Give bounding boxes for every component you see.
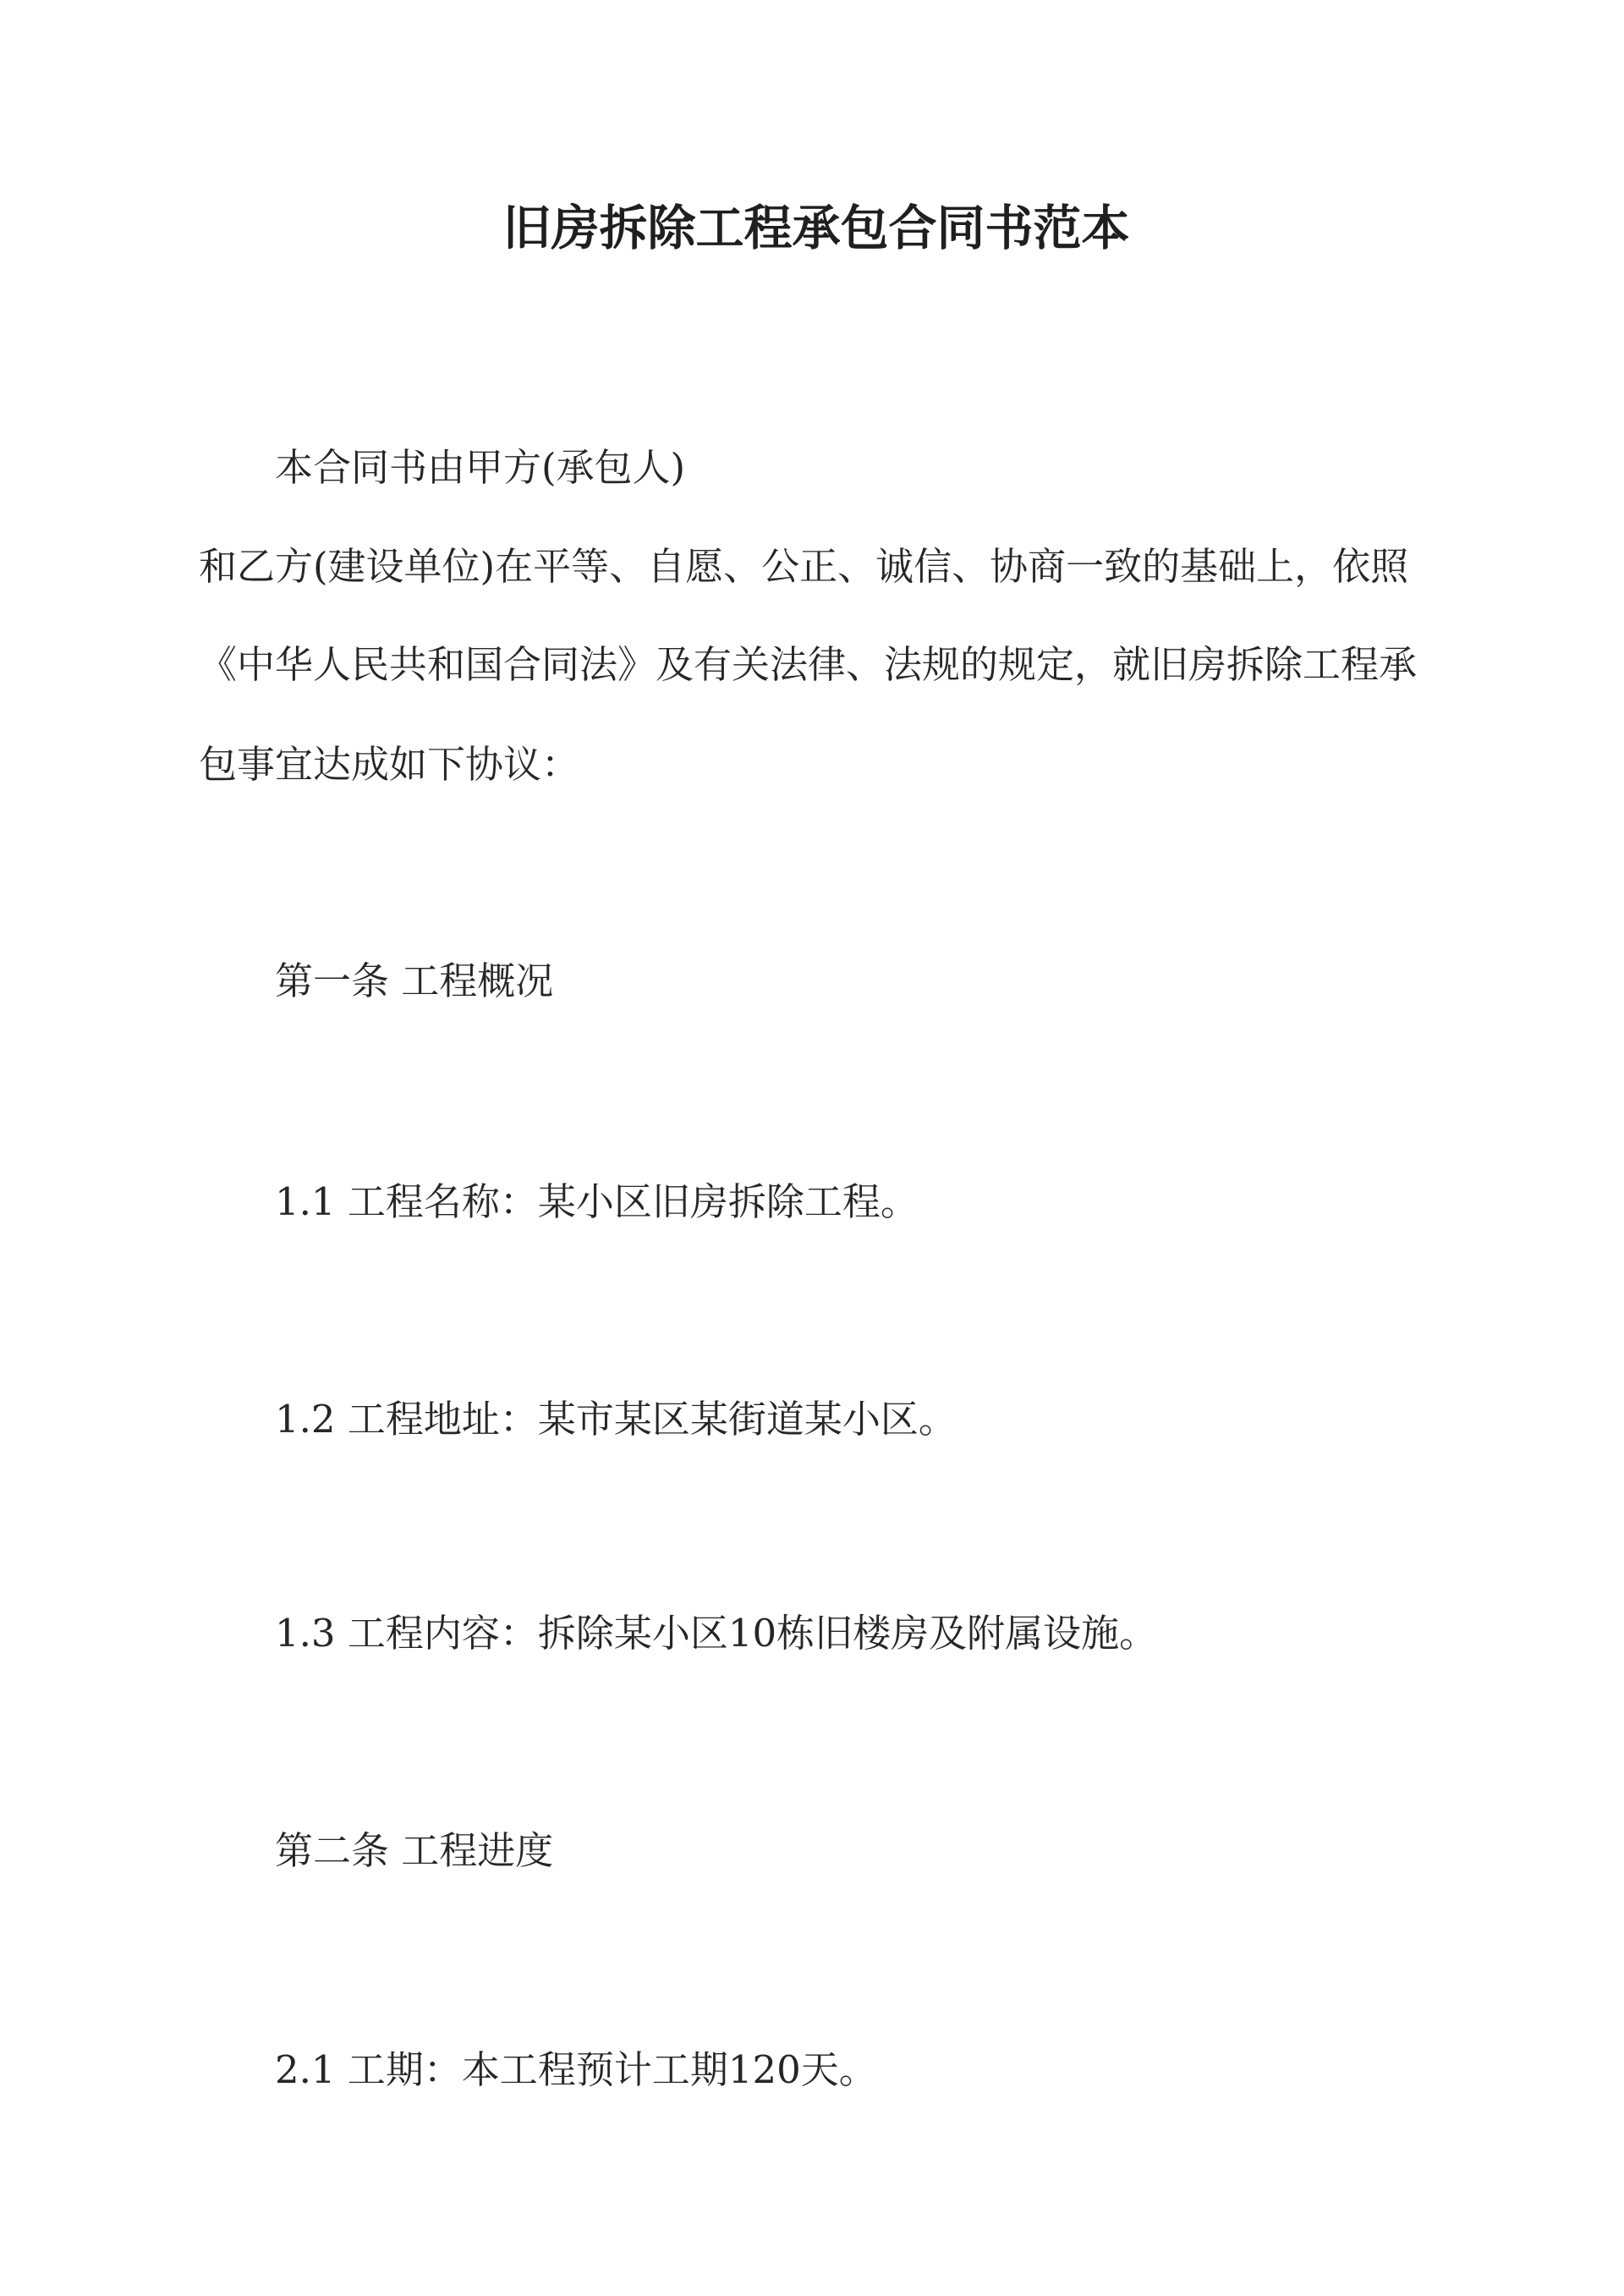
document-title: 旧房拆除工程承包合同书范本 (502, 200, 1130, 256)
article-1-item: 1.1 工程名称：某小区旧房拆除工程。 (275, 1179, 919, 1224)
preamble-line: 和乙方(建设单位)在平等、自愿、公正、诚信、协商一致的基础上，依照 (199, 544, 1409, 589)
preamble-line: 《中华人民共和国合同法》及有关法律、法规的规定，就旧房拆除工程承 (199, 642, 1418, 687)
article-2-heading: 第二条 工程进度 (275, 1828, 554, 1873)
article-2-item: 2.1 工期：本工程预计工期120天。 (275, 2047, 877, 2092)
preamble-line: 包事宜达成如下协议： (199, 742, 580, 787)
article-1-item: 1.2 工程地址：某市某区某街道某小区。 (275, 1397, 957, 1442)
preamble-line: 本合同书由甲方(承包人) (275, 445, 686, 490)
article-1-heading: 第一条 工程概况 (275, 958, 554, 1003)
article-1-item: 1.3 工程内容：拆除某小区10栋旧楼房及附属设施。 (275, 1611, 1158, 1656)
